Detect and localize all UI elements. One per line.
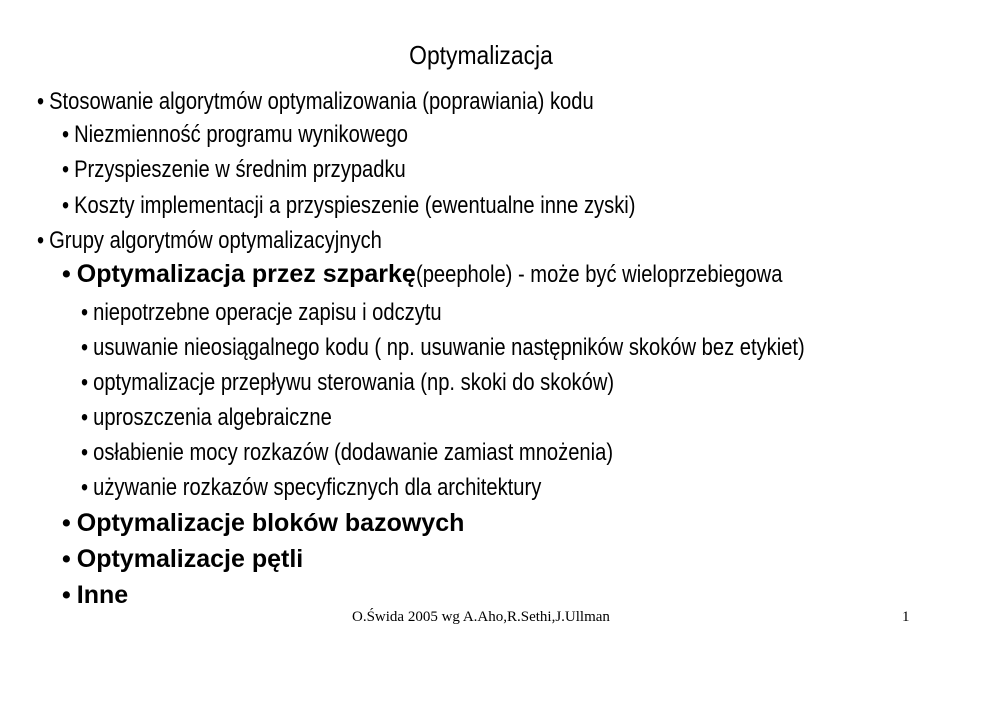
list-item	[81, 334, 805, 362]
bullet-icon: •	[37, 227, 45, 254]
bullet-icon: •	[81, 369, 89, 396]
bullet-icon: •	[62, 192, 70, 219]
list-item	[37, 227, 382, 255]
list-item	[62, 260, 852, 289]
list-item-text: uproszczenia algebraiczne	[93, 404, 332, 431]
slide-footer: O.Świda 2005 wg A.Aho,R.Sethi,J.Ullman	[352, 609, 610, 625]
bullet-icon: •	[62, 581, 71, 609]
bullet-icon: •	[81, 334, 89, 361]
bullet-icon: •	[81, 404, 89, 431]
bullet-icon: •	[81, 474, 89, 501]
bullet-icon: •	[62, 509, 71, 537]
list-item-bold-text: Optymalizacja przez szparkę	[76, 260, 416, 288]
list-item	[37, 88, 594, 116]
list-item	[62, 545, 303, 573]
list-item	[62, 509, 464, 537]
list-item-text: Niezmienność programu wynikowego	[74, 121, 409, 148]
page-number: 1	[902, 609, 910, 625]
list-item	[81, 369, 614, 397]
bullet-icon: •	[81, 439, 89, 466]
bullet-icon: •	[62, 156, 70, 183]
list-item-text: usuwanie nieosiągalnego kodu ( np. usuwanie następników skoków bez etykiet)	[93, 334, 805, 361]
list-item-text: Grupy algorytmów optymalizacyjnych	[49, 227, 382, 254]
list-item	[81, 299, 442, 327]
list-item-text: Koszty implementacji a przyspieszenie (ewentualne inne zyski)	[74, 192, 636, 219]
bullet-icon: •	[62, 260, 71, 288]
list-item-text: używanie rozkazów specyficznych dla architektury	[93, 474, 542, 501]
bullet-icon: •	[62, 545, 71, 573]
list-item-text: optymalizacje przepływu sterowania (np. skoki do skoków)	[93, 369, 615, 396]
list-item	[81, 404, 332, 432]
list-item-bold-text: Optymalizacje bloków bazowych	[76, 509, 465, 537]
list-item	[62, 156, 406, 184]
bullet-icon: •	[62, 121, 70, 148]
list-item	[62, 192, 635, 220]
list-item	[62, 121, 408, 149]
slide-title: Optymalizacja	[409, 40, 553, 70]
list-item-bold-text: Optymalizacje pętli	[76, 545, 304, 573]
bullet-icon: •	[81, 299, 89, 326]
list-item-text: niepotrzebne operacje zapisu i odczytu	[93, 299, 442, 326]
list-item	[81, 474, 541, 502]
list-item-text: Przyspieszenie w średnim przypadku	[74, 156, 406, 183]
bullet-icon: •	[37, 88, 45, 115]
list-item	[81, 439, 613, 467]
list-item	[62, 581, 128, 609]
list-item-text: osłabienie mocy rozkazów (dodawanie zamiast mnożenia)	[93, 439, 614, 466]
list-item-bold-text: Inne	[76, 581, 129, 609]
list-item-text: (peephole) - może być wieloprzebiegowa	[415, 261, 783, 288]
list-item-text: Stosowanie algorytmów optymalizowania (poprawiania) kodu	[49, 88, 594, 115]
